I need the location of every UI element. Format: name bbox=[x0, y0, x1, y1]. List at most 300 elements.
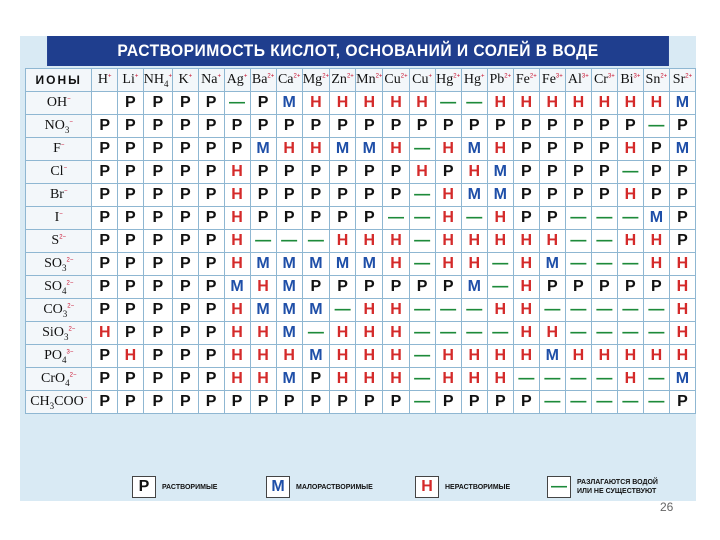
solubility-cell: — bbox=[617, 207, 643, 230]
solubility-cell: P bbox=[302, 115, 329, 138]
solubility-cell bbox=[92, 92, 118, 115]
cation-symbol: Mg bbox=[302, 72, 323, 87]
solubility-cell: P bbox=[143, 322, 172, 345]
solubility-cell: H bbox=[224, 184, 250, 207]
solubility-cell: M bbox=[224, 276, 250, 299]
cation-header bbox=[487, 69, 513, 92]
solubility-cell: P bbox=[383, 161, 409, 184]
anion-header bbox=[26, 276, 92, 299]
cation-header bbox=[435, 69, 461, 92]
solubility-cell: P bbox=[461, 391, 487, 414]
solubility-cell: — bbox=[617, 322, 643, 345]
solubility-cell: H bbox=[302, 138, 329, 161]
solubility-cell: P bbox=[330, 207, 356, 230]
anion-symbol: S bbox=[51, 233, 60, 248]
anion-symbol: I bbox=[54, 210, 60, 225]
anion-charge: − bbox=[60, 142, 65, 149]
solubility-cell: H bbox=[224, 345, 250, 368]
table-row bbox=[26, 92, 696, 115]
solubility-cell: — bbox=[435, 322, 461, 345]
table-row bbox=[26, 391, 696, 414]
solubility-cell: — bbox=[643, 391, 669, 414]
anion-header bbox=[26, 207, 92, 230]
solubility-cell: — bbox=[565, 299, 591, 322]
solubility-cell: H bbox=[513, 276, 539, 299]
cation-header bbox=[250, 69, 276, 92]
solubility-cell: P bbox=[198, 276, 224, 299]
solubility-cell: M bbox=[276, 299, 302, 322]
legend-item bbox=[547, 475, 658, 499]
solubility-cell: H bbox=[487, 368, 513, 391]
table-row bbox=[26, 161, 696, 184]
solubility-cell: — bbox=[643, 299, 669, 322]
cation-header bbox=[143, 69, 172, 92]
solubility-cell: P bbox=[172, 391, 198, 414]
legend-item bbox=[415, 475, 510, 499]
solubility-cell: H bbox=[435, 138, 461, 161]
solubility-cell: H bbox=[330, 230, 356, 253]
anion-subscript: 3 bbox=[64, 124, 70, 135]
legend-swatch: — bbox=[547, 476, 571, 498]
cation-charge: 2+ bbox=[375, 73, 383, 80]
solubility-cell: P bbox=[92, 253, 118, 276]
cation-header bbox=[617, 69, 643, 92]
solubility-cell: P bbox=[118, 299, 144, 322]
solubility-cell: P bbox=[409, 276, 435, 299]
cation-symbol: Li bbox=[122, 72, 135, 87]
solubility-cell: H bbox=[224, 299, 250, 322]
solubility-cell: H bbox=[617, 345, 643, 368]
solubility-cell: M bbox=[461, 184, 487, 207]
anion-header bbox=[26, 299, 92, 322]
solubility-cell: H bbox=[224, 161, 250, 184]
solubility-cell: P bbox=[172, 276, 198, 299]
solubility-cell: M bbox=[487, 161, 513, 184]
solubility-cell: P bbox=[383, 184, 409, 207]
solubility-cell: P bbox=[118, 230, 144, 253]
solubility-cell: — bbox=[643, 368, 669, 391]
solubility-cell: H bbox=[669, 322, 695, 345]
cation-symbol: Sn bbox=[645, 72, 661, 87]
cation-symbol: H bbox=[97, 72, 109, 87]
solubility-cell: P bbox=[92, 345, 118, 368]
anion-symbol: SiO bbox=[42, 325, 64, 340]
solubility-cell: — bbox=[591, 299, 617, 322]
cation-symbol: Ag bbox=[226, 72, 244, 87]
solubility-cell: P bbox=[487, 115, 513, 138]
solubility-cell: H bbox=[383, 345, 409, 368]
solubility-cell: P bbox=[198, 322, 224, 345]
solubility-cell: P bbox=[330, 115, 356, 138]
solubility-cell: P bbox=[356, 115, 383, 138]
legend-label: МАЛОРАСТВОРИМЫЕ bbox=[296, 483, 373, 491]
solubility-cell: H bbox=[539, 92, 565, 115]
solubility-cell: H bbox=[643, 230, 669, 253]
solubility-cell: P bbox=[198, 368, 224, 391]
solubility-cell: P bbox=[250, 92, 276, 115]
solubility-cell: P bbox=[591, 161, 617, 184]
solubility-cell: H bbox=[383, 138, 409, 161]
solubility-cell: P bbox=[198, 115, 224, 138]
cation-header bbox=[356, 69, 383, 92]
anion-charge: − bbox=[67, 96, 71, 103]
solubility-cell: P bbox=[669, 230, 695, 253]
cation-charge: 3+ bbox=[581, 73, 589, 80]
anion-charge: 2− bbox=[67, 303, 75, 310]
solubility-cell: H bbox=[617, 230, 643, 253]
solubility-cell: — bbox=[302, 322, 329, 345]
solubility-cell: P bbox=[487, 391, 513, 414]
solubility-cell: M bbox=[250, 253, 276, 276]
solubility-cell: H bbox=[383, 299, 409, 322]
solubility-cell: H bbox=[513, 230, 539, 253]
table-row bbox=[26, 115, 696, 138]
anion-subscript: 3 bbox=[62, 262, 67, 273]
cation-charge: 2+ bbox=[660, 73, 668, 80]
solubility-cell: H bbox=[669, 299, 695, 322]
solubility-cell: P bbox=[669, 207, 695, 230]
anion-symbol: CH bbox=[30, 394, 50, 409]
solubility-cell: H bbox=[224, 230, 250, 253]
solubility-cell: — bbox=[591, 253, 617, 276]
solubility-cell: P bbox=[92, 138, 118, 161]
solubility-cell: — bbox=[383, 207, 409, 230]
solubility-cell: — bbox=[539, 299, 565, 322]
solubility-cell: P bbox=[172, 368, 198, 391]
solubility-cell: — bbox=[435, 299, 461, 322]
solubility-cell: P bbox=[276, 115, 302, 138]
anion-subscript: 4 bbox=[62, 354, 67, 365]
cation-symbol: Zn bbox=[331, 72, 347, 87]
solubility-cell: H bbox=[435, 184, 461, 207]
solubility-cell: H bbox=[565, 345, 591, 368]
cation-symbol: K bbox=[178, 72, 189, 87]
solubility-cell: — bbox=[461, 299, 487, 322]
solubility-cell: P bbox=[330, 161, 356, 184]
solubility-cell: H bbox=[383, 230, 409, 253]
solubility-cell: H bbox=[383, 368, 409, 391]
cation-symbol: Al bbox=[567, 72, 582, 87]
anion-symbol: PO bbox=[44, 348, 62, 363]
cation-charge: 2+ bbox=[267, 73, 275, 80]
solubility-cell: H bbox=[250, 322, 276, 345]
solubility-cell: — bbox=[224, 92, 250, 115]
solubility-cell: P bbox=[118, 92, 144, 115]
cation-header bbox=[409, 69, 435, 92]
solubility-cell: P bbox=[143, 368, 172, 391]
solubility-cell: P bbox=[198, 161, 224, 184]
solubility-cell: H bbox=[435, 253, 461, 276]
anion-symbol: OH bbox=[46, 95, 68, 110]
cation-symbol: Hg bbox=[436, 72, 454, 87]
table-row bbox=[26, 184, 696, 207]
solubility-cell: P bbox=[118, 184, 144, 207]
solubility-cell: P bbox=[92, 276, 118, 299]
solubility-cell: P bbox=[172, 115, 198, 138]
cation-symbol: Cu bbox=[412, 72, 429, 87]
solubility-cell: — bbox=[565, 230, 591, 253]
cation-charge: 2+ bbox=[453, 73, 461, 80]
solubility-cell: P bbox=[539, 115, 565, 138]
solubility-cell: M bbox=[276, 253, 302, 276]
solubility-cell: H bbox=[276, 345, 302, 368]
solubility-cell: M bbox=[250, 299, 276, 322]
solubility-cell: M bbox=[643, 207, 669, 230]
solubility-cell: P bbox=[198, 184, 224, 207]
solubility-cell: H bbox=[461, 345, 487, 368]
anion-header bbox=[26, 184, 92, 207]
solubility-cell: P bbox=[539, 207, 565, 230]
solubility-cell: P bbox=[461, 115, 487, 138]
cation-header bbox=[539, 69, 565, 92]
solubility-cell: H bbox=[487, 345, 513, 368]
solubility-cell: H bbox=[487, 92, 513, 115]
solubility-cell: — bbox=[487, 276, 513, 299]
solubility-cell: P bbox=[617, 276, 643, 299]
solubility-cell: — bbox=[250, 230, 276, 253]
anion-subscript: 3 bbox=[63, 331, 69, 342]
legend-swatch: M bbox=[266, 476, 290, 498]
cation-symbol: Bi bbox=[620, 72, 634, 87]
solubility-cell: — bbox=[409, 184, 435, 207]
solubility-cell: P bbox=[92, 299, 118, 322]
header-row bbox=[26, 69, 696, 92]
cation-header bbox=[224, 69, 250, 92]
anion-header bbox=[26, 92, 92, 115]
legend bbox=[20, 473, 696, 501]
solubility-cell: P bbox=[513, 184, 539, 207]
solubility-cell: — bbox=[302, 230, 329, 253]
ions-header bbox=[26, 69, 92, 92]
solubility-cell: — bbox=[591, 322, 617, 345]
anion-symbol: Cl bbox=[50, 164, 64, 179]
page-number: 26 bbox=[660, 500, 674, 514]
solubility-cell: — bbox=[565, 207, 591, 230]
solubility-cell: H bbox=[409, 161, 435, 184]
cation-header bbox=[118, 69, 144, 92]
cation-symbol: Na bbox=[201, 72, 218, 87]
solubility-cell: H bbox=[383, 253, 409, 276]
solubility-cell: P bbox=[539, 184, 565, 207]
solubility-cell: — bbox=[617, 391, 643, 414]
solubility-cell: P bbox=[143, 345, 172, 368]
solubility-cell: H bbox=[513, 92, 539, 115]
solubility-cell: H bbox=[224, 207, 250, 230]
cation-header bbox=[172, 69, 198, 92]
solubility-cell: — bbox=[539, 368, 565, 391]
cation-symbol: Ca bbox=[277, 72, 294, 87]
solubility-cell: P bbox=[383, 115, 409, 138]
anion-header bbox=[26, 115, 92, 138]
anion-charge: − bbox=[83, 395, 88, 402]
anion-symbol: CO bbox=[43, 302, 63, 317]
solubility-cell: — bbox=[539, 391, 565, 414]
solubility-cell: M bbox=[250, 138, 276, 161]
solubility-cell: P bbox=[435, 391, 461, 414]
solubility-cell: P bbox=[383, 276, 409, 299]
solubility-cell: P bbox=[302, 207, 329, 230]
solubility-cell: P bbox=[565, 161, 591, 184]
solubility-cell: H bbox=[669, 276, 695, 299]
table-row bbox=[26, 253, 696, 276]
solubility-cell: P bbox=[276, 161, 302, 184]
table-row bbox=[26, 138, 696, 161]
cation-charge: 2+ bbox=[529, 73, 537, 80]
solubility-cell: H bbox=[356, 322, 383, 345]
solubility-cell: P bbox=[118, 115, 144, 138]
solubility-cell: P bbox=[383, 391, 409, 414]
legend-label: НЕРАСТВОРИМЫЕ bbox=[445, 483, 511, 491]
solubility-cell: M bbox=[669, 368, 695, 391]
solubility-cell: H bbox=[224, 253, 250, 276]
solubility-cell: — bbox=[409, 299, 435, 322]
anion-symbol: Br bbox=[49, 187, 64, 202]
solubility-cell: P bbox=[118, 276, 144, 299]
cation-header bbox=[565, 69, 591, 92]
solubility-cell: P bbox=[172, 161, 198, 184]
solubility-cell: P bbox=[118, 322, 144, 345]
solubility-cell: H bbox=[330, 92, 356, 115]
solubility-cell: H bbox=[617, 138, 643, 161]
cation-charge: + bbox=[481, 73, 485, 80]
anion-charge: 3− bbox=[66, 349, 74, 356]
solubility-cell: P bbox=[92, 161, 118, 184]
solubility-cell: P bbox=[92, 115, 118, 138]
solubility-cell: P bbox=[302, 184, 329, 207]
solubility-cell: P bbox=[409, 115, 435, 138]
solubility-cell: — bbox=[409, 207, 435, 230]
cation-header bbox=[330, 69, 356, 92]
solubility-cell: H bbox=[513, 322, 539, 345]
table-row bbox=[26, 299, 696, 322]
solubility-cell: — bbox=[487, 253, 513, 276]
solubility-cell: P bbox=[172, 92, 198, 115]
cation-symbol: Cr bbox=[593, 72, 608, 87]
legend-item bbox=[132, 475, 217, 499]
solubility-cell: H bbox=[435, 368, 461, 391]
cation-header bbox=[669, 69, 695, 92]
solubility-cell: M bbox=[302, 299, 329, 322]
legend-label: РАЗЛАГАЮТСЯ ВОДОЙ ИЛИ НЕ СУЩЕСТВУЮТ bbox=[577, 479, 658, 495]
solubility-cell: H bbox=[617, 368, 643, 391]
solubility-cell: P bbox=[143, 138, 172, 161]
anion-charge: − bbox=[63, 188, 68, 195]
solubility-cell: H bbox=[356, 368, 383, 391]
anion-header bbox=[26, 322, 92, 345]
anion-charge: 2− bbox=[66, 257, 74, 264]
solubility-cell: M bbox=[276, 322, 302, 345]
anion-charge: 2− bbox=[66, 280, 74, 287]
solubility-cell: P bbox=[356, 391, 383, 414]
solubility-cell: H bbox=[409, 92, 435, 115]
solubility-cell: H bbox=[643, 345, 669, 368]
solubility-cell: P bbox=[565, 138, 591, 161]
anion-subscript: 3 bbox=[49, 400, 55, 411]
solubility-cell: — bbox=[461, 322, 487, 345]
solubility-cell: M bbox=[276, 368, 302, 391]
anion-header bbox=[26, 368, 92, 391]
solubility-cell: H bbox=[118, 345, 144, 368]
solubility-cell: P bbox=[172, 184, 198, 207]
solubility-cell: H bbox=[92, 322, 118, 345]
solubility-cell: P bbox=[669, 391, 695, 414]
solubility-cell: H bbox=[617, 184, 643, 207]
solubility-cell: — bbox=[409, 322, 435, 345]
solubility-cell: H bbox=[461, 368, 487, 391]
solubility-cell: P bbox=[172, 299, 198, 322]
solubility-cell: H bbox=[250, 368, 276, 391]
solubility-cell: H bbox=[330, 345, 356, 368]
solubility-cell: H bbox=[643, 92, 669, 115]
solubility-cell: H bbox=[383, 92, 409, 115]
solubility-cell: P bbox=[118, 138, 144, 161]
solubility-cell: P bbox=[591, 276, 617, 299]
table-row bbox=[26, 207, 696, 230]
solubility-cell: — bbox=[409, 345, 435, 368]
solubility-cell: M bbox=[276, 276, 302, 299]
solubility-cell: P bbox=[198, 345, 224, 368]
solubility-cell: H bbox=[330, 322, 356, 345]
legend-label: РАСТВОРИМЫЕ bbox=[162, 483, 218, 491]
solubility-cell: H bbox=[669, 253, 695, 276]
solubility-cell: H bbox=[224, 368, 250, 391]
solubility-cell: P bbox=[643, 276, 669, 299]
solubility-cell: — bbox=[617, 253, 643, 276]
cation-symbol: NH bbox=[143, 72, 164, 87]
cation-header bbox=[461, 69, 487, 92]
solubility-cell: M bbox=[669, 138, 695, 161]
solubility-cell: P bbox=[539, 138, 565, 161]
solubility-cell: — bbox=[565, 253, 591, 276]
solubility-cell: M bbox=[539, 345, 565, 368]
solubility-cell: P bbox=[172, 207, 198, 230]
solubility-cell: P bbox=[276, 207, 302, 230]
solubility-cell: H bbox=[250, 276, 276, 299]
solubility-cell: P bbox=[669, 184, 695, 207]
solubility-cell: P bbox=[435, 115, 461, 138]
solubility-cell: P bbox=[143, 230, 172, 253]
solubility-cell: H bbox=[461, 230, 487, 253]
solubility-cell: — bbox=[591, 230, 617, 253]
solubility-cell: P bbox=[250, 184, 276, 207]
solubility-cell: P bbox=[513, 161, 539, 184]
solubility-cell: H bbox=[487, 230, 513, 253]
solubility-cell: P bbox=[143, 161, 172, 184]
solubility-table bbox=[25, 68, 696, 414]
solubility-cell: H bbox=[356, 92, 383, 115]
solubility-cell: P bbox=[224, 115, 250, 138]
anion-charge: − bbox=[63, 165, 68, 172]
solubility-cell: P bbox=[143, 253, 172, 276]
cation-charge: + bbox=[217, 73, 221, 80]
solubility-cell: H bbox=[617, 92, 643, 115]
anion-subscript: 4 bbox=[62, 285, 67, 296]
solubility-cell: P bbox=[92, 230, 118, 253]
solubility-cell: P bbox=[172, 138, 198, 161]
solubility-cell: H bbox=[302, 92, 329, 115]
cation-subscript: 4 bbox=[163, 78, 169, 89]
solubility-cell: P bbox=[224, 391, 250, 414]
solubility-cell: P bbox=[198, 92, 224, 115]
solubility-cell: P bbox=[565, 115, 591, 138]
solubility-cell: P bbox=[591, 115, 617, 138]
solubility-cell: P bbox=[172, 322, 198, 345]
solubility-cell: P bbox=[198, 391, 224, 414]
legend-swatch: P bbox=[132, 476, 156, 498]
anion-header bbox=[26, 161, 92, 184]
solubility-cell: P bbox=[643, 161, 669, 184]
solubility-cell: — bbox=[435, 92, 461, 115]
